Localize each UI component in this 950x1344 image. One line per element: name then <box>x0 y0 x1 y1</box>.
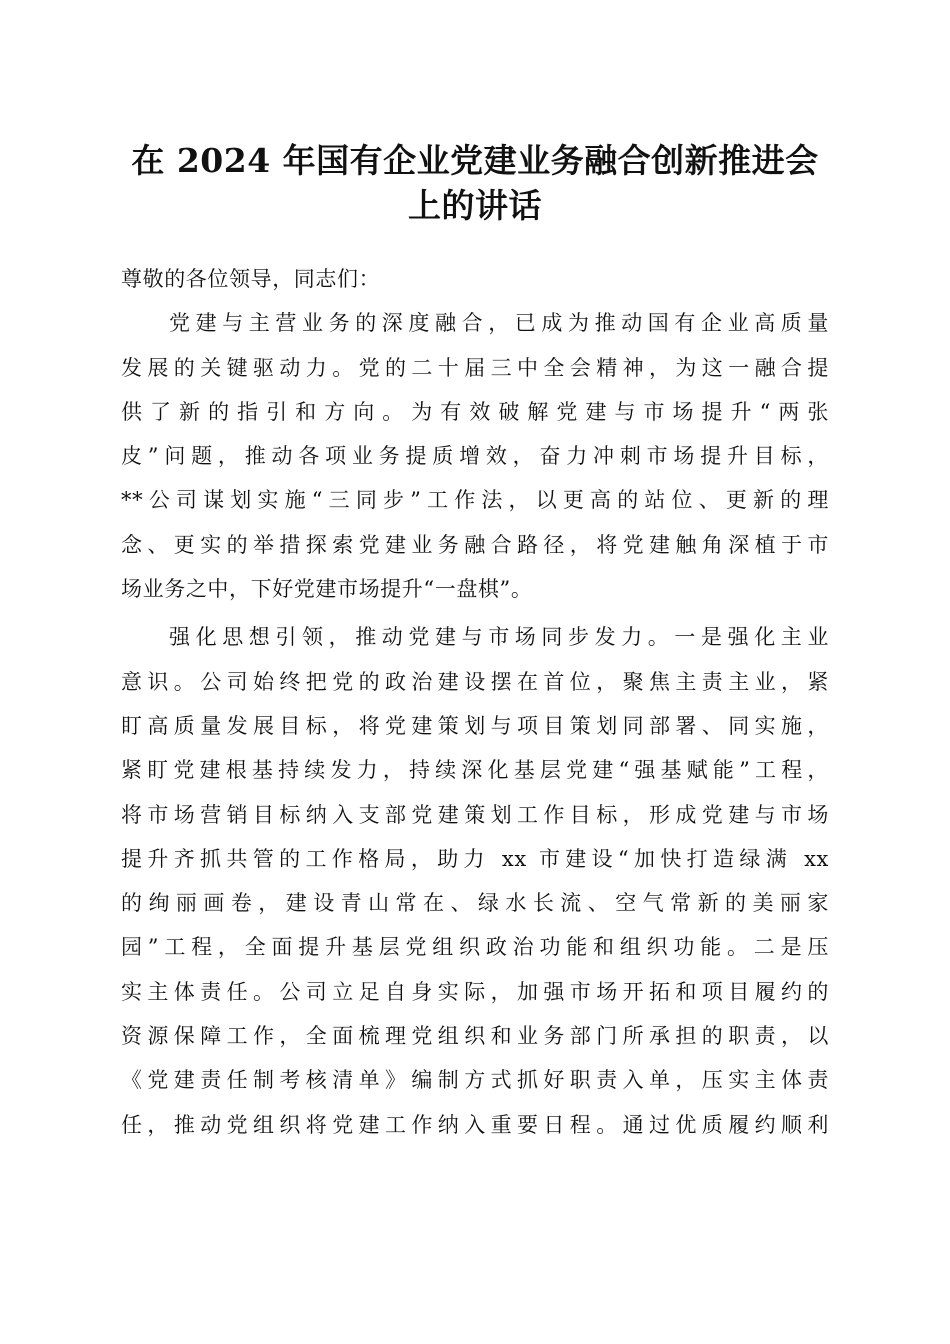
document-title <box>110 138 840 228</box>
paragraph-line: 场业务之中，下好党建市场提升“一盘棋”。 <box>121 577 533 602</box>
paragraph-line: 的绚丽画卷，建设青山常在、绿水长流、空气常新的美丽家 <box>121 891 829 916</box>
paragraph-line: 强化思想引领，推动党建与市场同步发力。一是强化主业 <box>169 625 829 650</box>
title-line-1: 在 2024 年国有企业党建业务融合创新推进会 <box>131 141 819 180</box>
paragraph-line: 园”工程，全面提升基层党组织政治功能和组织功能。二是压 <box>121 935 829 960</box>
paragraph-line: 紧盯党建根基持续发力，持续深化基层党建“强基赋能”工程， <box>121 758 829 783</box>
paragraph-line: 皮”问题，推动各项业务提质增效，奋力冲刺市场提升目标， <box>121 444 829 469</box>
paragraph-line: 实主体责任。公司立足自身实际，加强市场开拓和项目履约的 <box>121 979 829 1004</box>
paragraph-line: 发展的关键驱动力。党的二十届三中全会精神，为这一融合提 <box>121 355 829 380</box>
paragraph-line: 提升齐抓共管的工作格局，助力 xx 市建设“加快打造绿满 xx <box>121 846 829 871</box>
paragraph-line: 盯高质量发展目标，将党建策划与项目策划同部署、同实施， <box>121 713 829 738</box>
salutation: 尊敬的各位领导，同志们： <box>121 267 381 291</box>
paragraph-line: 意识。公司始终把党的政治建设摆在首位，聚焦主责主业，紧 <box>121 669 829 694</box>
paragraph-line: 任，推动党组织将党建工作纳入重要日程。通过优质履约顺利 <box>121 1112 829 1137</box>
paragraph-1 <box>121 301 829 611</box>
paragraph-2 <box>121 615 829 1147</box>
title-line-2: 上的讲话 <box>408 186 542 225</box>
paragraph-line: 将市场营销目标纳入支部党建策划工作目标，形成党建与市场 <box>121 802 829 827</box>
paragraph-line: 资源保障工作，全面梳理党组织和业务部门所承担的职责，以 <box>121 1024 829 1049</box>
paragraph-line: 党建与主营业务的深度融合，已成为推动国有企业高质量 <box>169 311 829 336</box>
paragraph-line: 念、更实的举措探索党建业务融合路径，将党建触角深植于市 <box>121 532 829 557</box>
paragraph-line: **公司谋划实施“三同步”工作法，以更高的站位、更新的理 <box>121 488 829 513</box>
document-body <box>121 257 829 1147</box>
paragraph-line: 供了新的指引和方向。为有效破解党建与市场提升“两张 <box>121 399 829 424</box>
paragraph-line: 《党建责任制考核清单》编制方式抓好职责入单，压实主体责 <box>121 1068 829 1093</box>
